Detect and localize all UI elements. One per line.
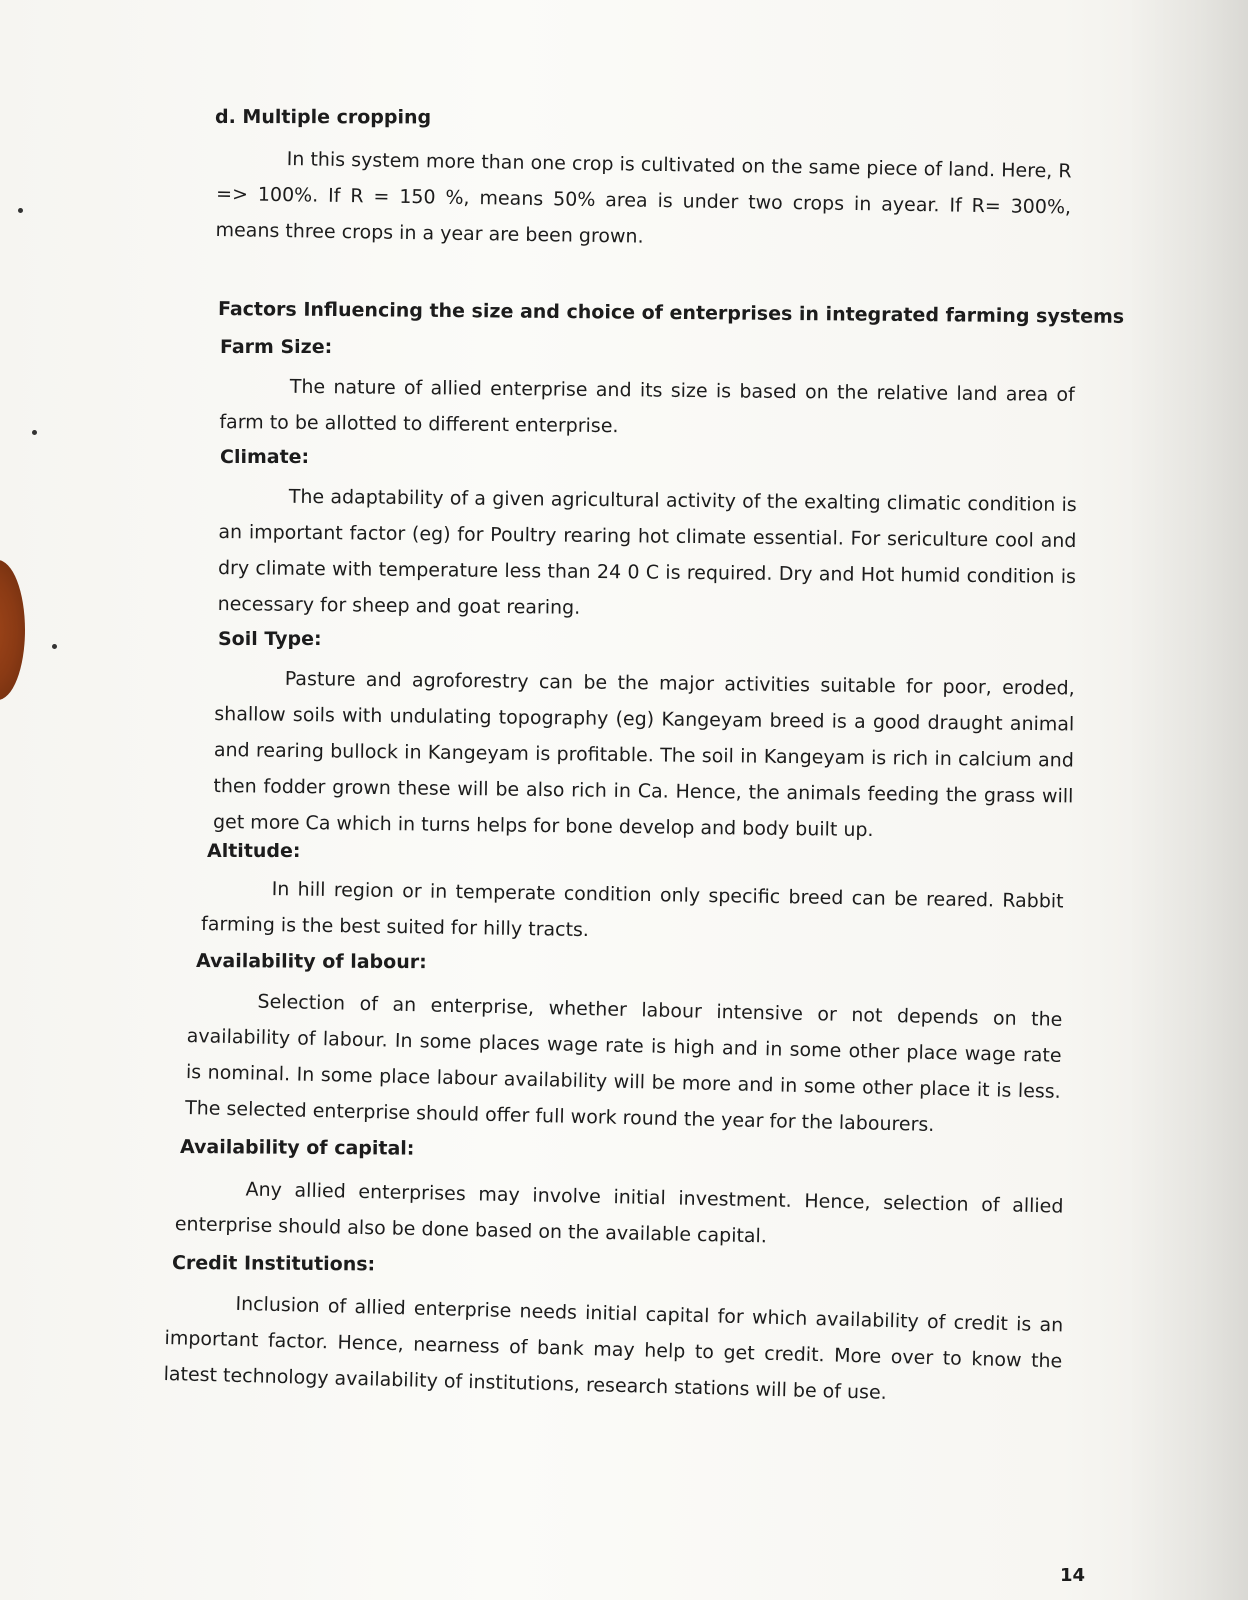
section-heading-labour: Availability of labour: [195,950,427,974]
section-body-soil-type: Pasture and agroforestry can be the major activities suitable for poor, eroded, shallow soils with undulating topography (eg) Kangeyam breed is a good draught animal and rearing bullock in Kangeyam is profitable. The soil in Kangeyam is rich in calcium and then fodder grown these will be also rich in Ca. Hence, the animals feeding the grass will get more Ca which in turns helps for bone develop and body built up. [212,667,1075,842]
section-body-climate: The adaptability of a given agricultural activity of the exalting climatic condition is an important factor (eg) for Poultry rearing hot climate essential. For sericulture cool and dry climate with temperature less than 24 0 C is required. Dry and Hot humid condition is necessary for sheep and goat rearing. [217,485,1077,619]
section-heading-multiple-cropping: d. Multiple cropping [214,106,432,129]
section-body-credit: Inclusion of allied enterprise needs initial capital for which availability of credit is an important factor. Hence, nearness of bank may help to get credit. More over to know the latest technology availability of institutions, research stations will be of use. [163,1292,1064,1404]
section-heading-credit: Credit Institutions: [171,1252,376,1276]
section-heading-factors: Factors Influencing the size and choice of enterprises in integrated farming systems [217,298,1125,328]
section-body-altitude: In hill region or in temperate condition only specific breed can be reared. Rabbit farming is the best suited for hilly tracts. [200,878,1064,942]
section-body-capital: Any allied enterprises may involve initial investment. Hence, selection of allied enterprise should also be done based on the available capital. [174,1178,1064,1248]
page-number: 14 [1060,1565,1086,1586]
section-heading-altitude: Altitude: [207,840,301,862]
section-heading-soil-type: Soil Type: [218,628,322,650]
section-heading-capital: Availability of capital: [179,1136,415,1160]
section-body-labour: Selection of an enterprise, whether labour intensive or not depends on the availability of labour. In some places wage rate is high and in some other place wage rate is nominal. In some place labour availability will be more and in some other place it is less. The selected enterprise should offer full work round the year for the labourers. [184,990,1063,1136]
section-body-farm-size: The nature of allied enterprise and its size is based on the relative land area of farm to be allotted to different enterprise. [219,375,1075,438]
section-body-multiple-cropping: In this system more than one crop is cultivated on the same piece of land. Here, R => 100%. If R = 150 %, means 50% area is under two crops in ayear. If R= 300%, means three crops in a year are been grown. [215,148,1072,248]
section-heading-climate: Climate: [220,446,310,468]
section-heading-farm-size: Farm Size: [220,336,333,358]
